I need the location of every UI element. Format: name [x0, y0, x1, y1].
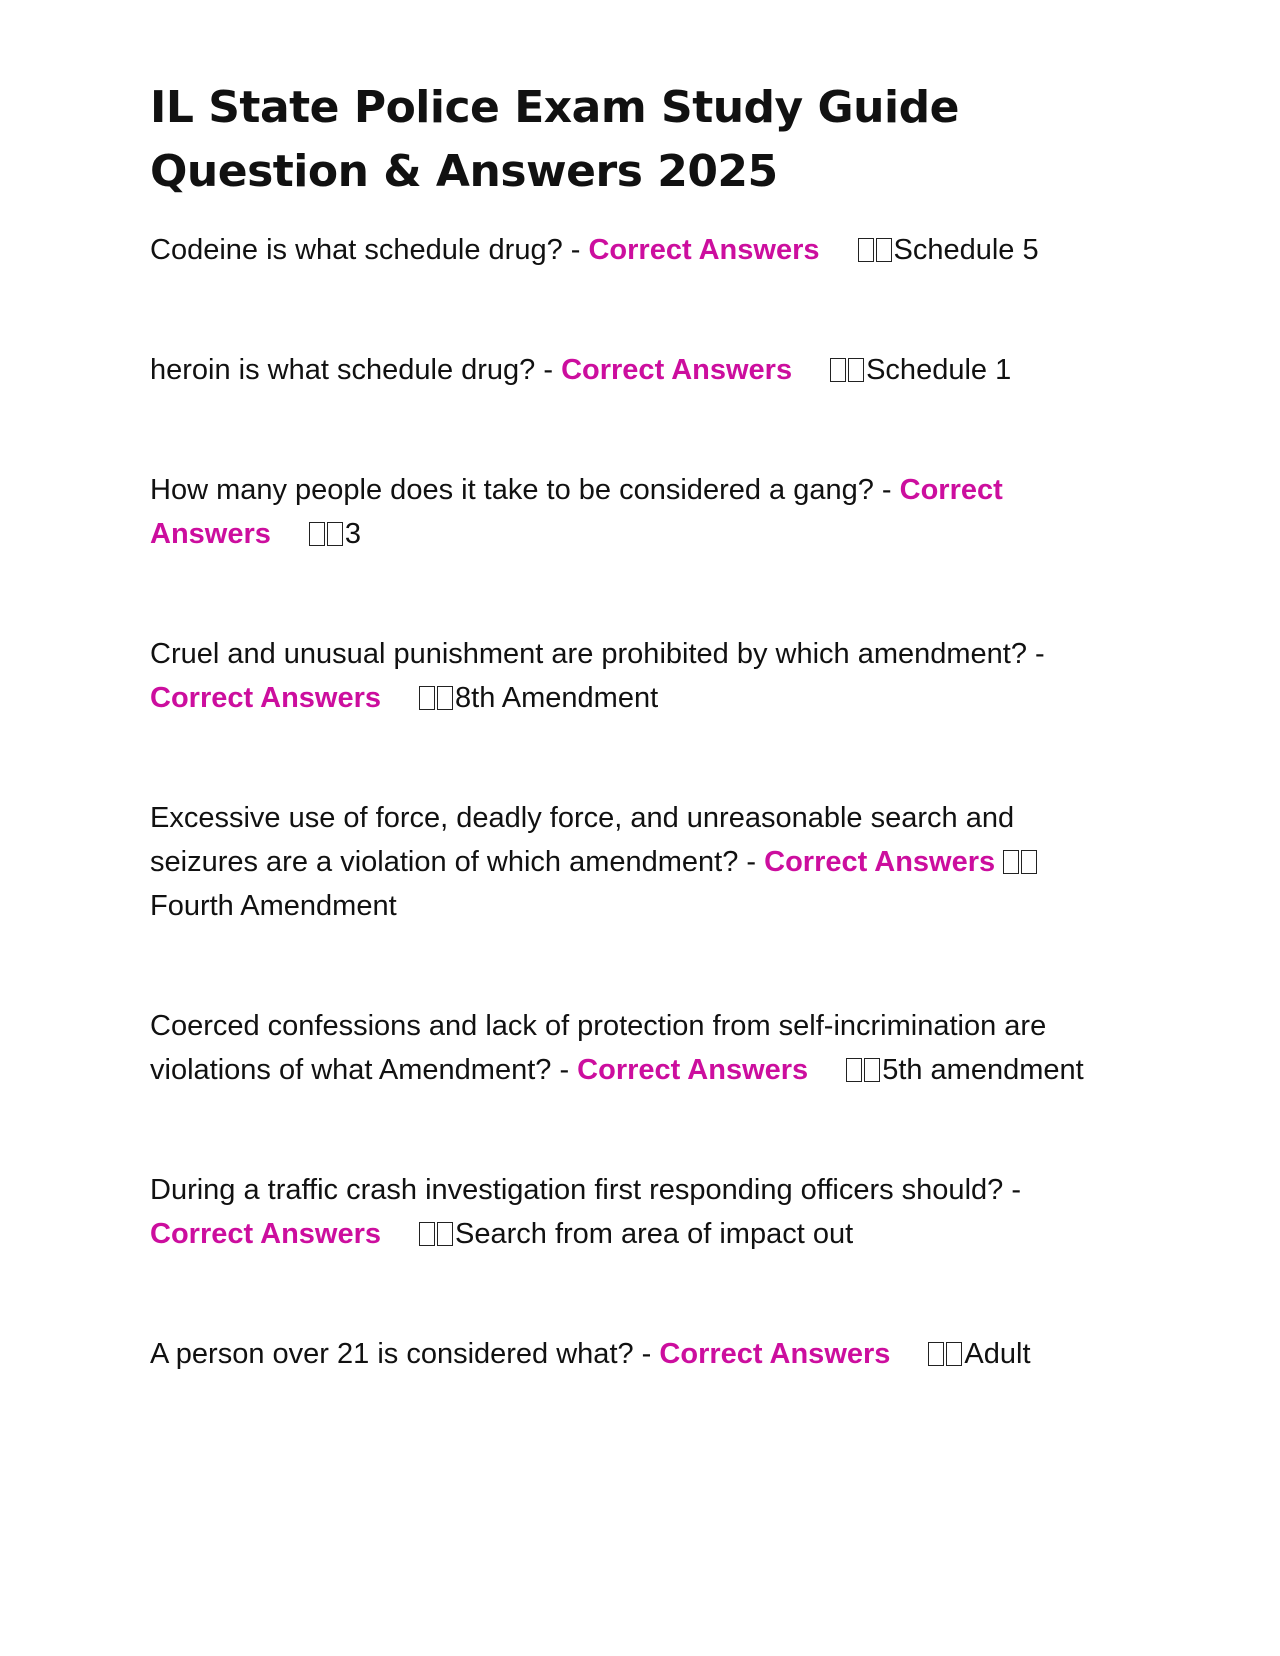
correct-answers-label: Correct Answers	[659, 1338, 891, 1370]
answer-marker-icon	[1003, 840, 1039, 884]
qa-item	[150, 348, 1110, 392]
qa-item	[150, 632, 1110, 720]
answer-marker-icon	[858, 228, 894, 272]
correct-answers-label: Correct Answers	[588, 234, 820, 266]
question-text: A person over 21 is considered what? -	[150, 1338, 660, 1370]
document-page	[150, 76, 1110, 1376]
question-text: Codeine is what schedule drug? -	[150, 234, 589, 266]
answer-text: Adult	[964, 1338, 1031, 1370]
answer-marker-icon	[846, 1048, 882, 1092]
question-text: Excessive use of force, deadly force, and unreasonable search and seizures are a violation of which amendment? -	[150, 802, 1015, 878]
correct-answers-label: Correct Answers	[577, 1054, 809, 1086]
answer-text: Schedule 5	[893, 234, 1039, 266]
qa-item	[150, 228, 1110, 272]
correct-answers-label: Correct Answers	[764, 846, 996, 878]
correct-answers-label: Correct Answers	[150, 682, 382, 714]
correct-answers-label: Correct Answers	[150, 1218, 382, 1250]
qa-item	[150, 1168, 1110, 1256]
answer-marker-icon	[419, 676, 455, 720]
qa-item	[150, 1004, 1110, 1092]
answer-text: 8th Amendment	[455, 682, 659, 714]
answer-text: Search from area of impact out	[455, 1218, 854, 1250]
question-text: heroin is what schedule drug? -	[150, 354, 562, 386]
question-text: Coerced confessions and lack of protection from self-incrimination are violations of what Amendment? -	[150, 1010, 1047, 1086]
qa-item	[150, 796, 1110, 928]
correct-answers-label: Correct Answers	[150, 474, 1003, 550]
question-text: How many people does it take to be considered a gang? -	[150, 474, 900, 506]
question-text: Cruel and unusual punishment are prohibited by which amendment? -	[150, 638, 1045, 670]
answer-marker-icon	[928, 1332, 964, 1376]
qa-item	[150, 1332, 1110, 1376]
answer-marker-icon	[419, 1212, 455, 1256]
qa-item	[150, 468, 1110, 556]
question-text: During a traffic crash investigation first responding officers should? -	[150, 1174, 1021, 1206]
answer-text: Schedule 1	[866, 354, 1012, 386]
answer-marker-icon	[830, 348, 866, 392]
answer-marker-icon	[309, 512, 345, 556]
answer-text: Fourth Amendment	[150, 890, 397, 922]
answer-text: 3	[344, 518, 362, 550]
correct-answers-label: Correct Answers	[561, 354, 793, 386]
document-title: IL State Police Exam Study Guide Question & Answers 2025	[150, 82, 959, 197]
answer-text: 5th amendment	[882, 1054, 1084, 1086]
